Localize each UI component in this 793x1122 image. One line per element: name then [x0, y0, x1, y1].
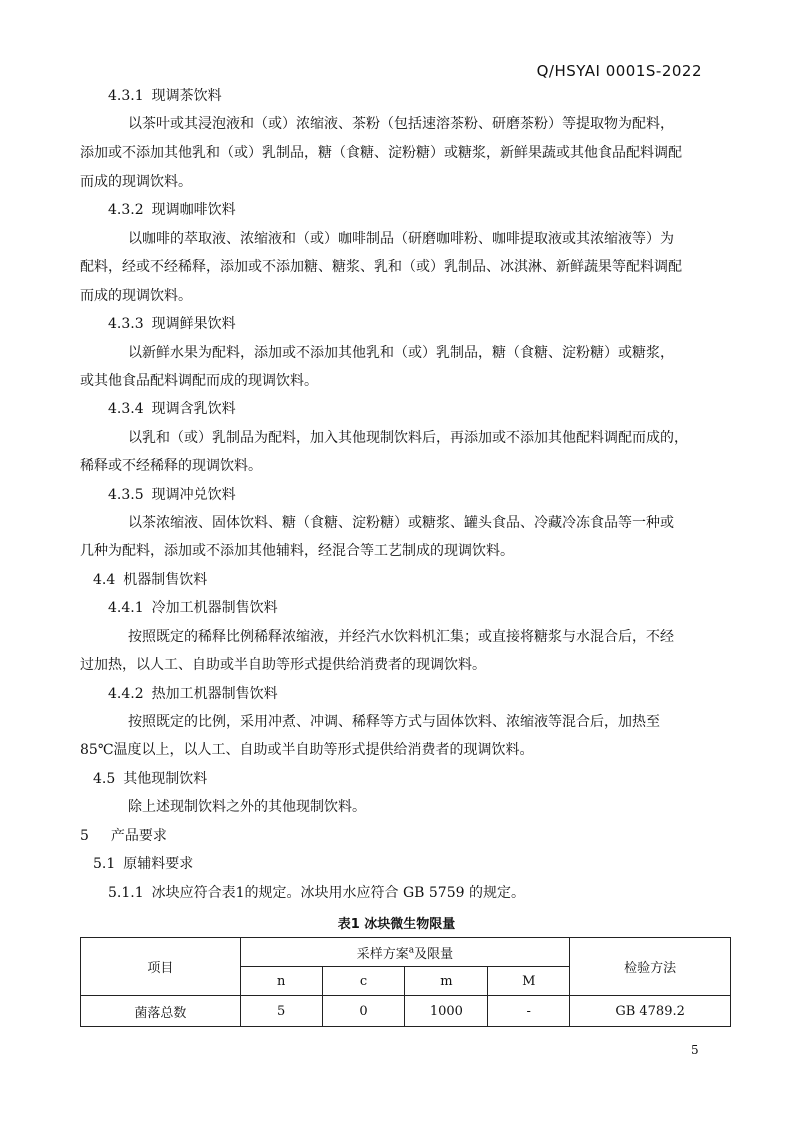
clause-heading-4-3-1: 4.3.1 现调茶饮料 — [108, 88, 222, 104]
paragraph-line: 配料，经或不经稀释，添加或不添加糖、糖浆、乳和（或）乳制品、冰淇淋、新鲜蔬果等配料调配 — [80, 259, 682, 275]
cell-method: GB 4789.2 — [570, 996, 731, 1027]
page-number: 5 — [691, 1043, 699, 1057]
header-sampling-plan: 采样方案$^a$及限量 — [240, 938, 569, 967]
clause-heading-5-1: 5.1 原辅料要求 — [93, 856, 194, 872]
table-row — [81, 996, 731, 1027]
header-m-lower: m — [405, 967, 488, 996]
paragraph-line: 以新鲜水果为配料，添加或不添加其他乳和（或）乳制品，糖（食糖、淀粉糖）或糖浆， — [128, 345, 674, 361]
clause-heading-4-4-1: 4.4.1 冷加工机器制售饮料 — [108, 600, 278, 616]
cell-n: 5 — [240, 996, 322, 1027]
paragraph-line: 以茶叶或其浸泡液和（或）浓缩液、茶粉（包括速溶茶粉、研磨茶粉）等提取物为配料， — [128, 116, 674, 132]
header-m-upper: M — [488, 967, 570, 996]
cell-m-lower: 1000 — [405, 996, 488, 1027]
header-c: c — [322, 967, 405, 996]
paragraph-line: 或其他食品配料调配而成的现调饮料。 — [80, 373, 318, 389]
microbe-limit-table — [80, 937, 731, 1027]
clause-heading-4-4: 4.4 机器制售饮料 — [93, 572, 208, 588]
paragraph-line: 而成的现调饮料。 — [80, 288, 192, 304]
clause-heading-4-5: 4.5 其他现制饮料 — [93, 771, 208, 787]
standard-code: Q/HSYAI 0001S-2022 — [536, 62, 702, 80]
cell-m-upper: - — [488, 996, 570, 1027]
clause-heading-4-3-2: 4.3.2 现调咖啡饮料 — [108, 202, 236, 218]
paragraph-line: 除上述现制饮料之外的其他现制饮料。 — [128, 799, 366, 815]
clause-heading-4-4-2: 4.4.2 热加工机器制售饮料 — [108, 686, 278, 702]
cell-item: 菌落总数 — [81, 996, 241, 1027]
paragraph-line: 稀释或不经稀释的现调饮料。 — [80, 458, 262, 474]
paragraph-line: 过加热，以人工、自助或半自助等形式提供给消费者的现调饮料。 — [80, 657, 486, 673]
paragraph-line: 而成的现调饮料。 — [80, 174, 192, 190]
header-item: 项目 — [81, 938, 241, 996]
paragraph-line: 以乳和（或）乳制品为配料，加入其他现制饮料后，再添加或不添加其他配料调配而成的， — [128, 430, 688, 446]
cell-c: 0 — [322, 996, 405, 1027]
section-heading-5: 5 产品要求 — [80, 828, 167, 844]
paragraph-line: 85℃温度以上，以人工、自助或半自助等形式提供给消费者的现调饮料。 — [80, 742, 534, 758]
paragraph-line: 以茶浓缩液、固体饮料、糖（食糖、淀粉糖）或糖浆、罐头食品、冷藏冷冻食品等一种或 — [128, 515, 674, 531]
clause-5-1-1: 5.1.1 冰块应符合表1的规定。冰块用水应符合 GB 5759 的规定。 — [108, 885, 525, 901]
header-n: n — [240, 967, 322, 996]
paragraph-line: 几种为配料，添加或不添加其他辅料，经混合等工艺制成的现调饮料。 — [80, 543, 514, 559]
paragraph-line: 添加或不添加其他乳和（或）乳制品，糖（食糖、淀粉糖）或糖浆，新鲜果蔬或其他食品配料调配 — [80, 145, 682, 161]
paragraph-line: 按照既定的比例，采用冲煮、冲调、稀释等方式与固体饮料、浓缩液等混合后，加热至 — [128, 714, 660, 730]
header-test-method: 检验方法 — [570, 938, 731, 996]
clause-heading-4-3-5: 4.3.5 现调冲兑饮料 — [108, 487, 236, 503]
paragraph-line: 按照既定的稀释比例稀释浓缩液，并经汽水饮料机汇集；或直接将糖浆与水混合后，不经 — [128, 629, 674, 645]
clause-heading-4-3-4: 4.3.4 现调含乳饮料 — [108, 401, 236, 417]
paragraph-line: 以咖啡的萃取液、浓缩液和（或）咖啡制品（研磨咖啡粉、咖啡提取液或其浓缩液等）为 — [128, 231, 674, 247]
table-caption: 表1 冰块微生物限量 — [337, 917, 456, 932]
clause-heading-4-3-3: 4.3.3 现调鲜果饮料 — [108, 316, 236, 332]
